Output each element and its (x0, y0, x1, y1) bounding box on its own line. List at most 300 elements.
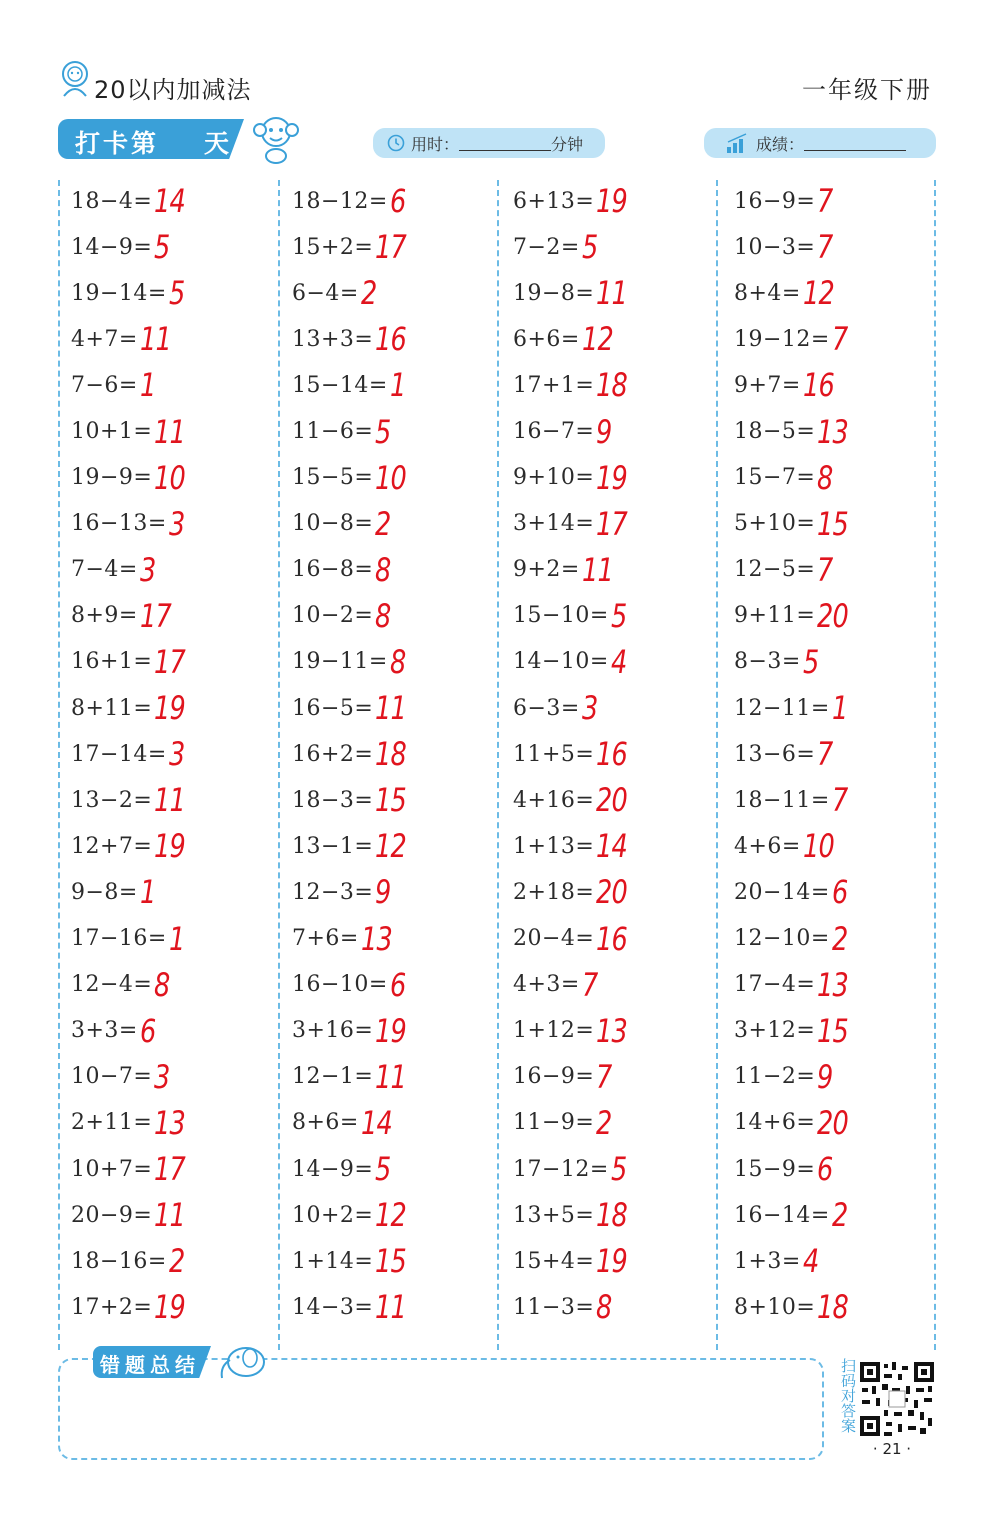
problem-expression: 10+1= (71, 419, 153, 445)
problem-expression: 6+6= (513, 326, 580, 352)
handwritten-answer[interactable]: 11 (375, 1057, 407, 1096)
problem-row (734, 224, 949, 270)
problem-expression: 12−1= (292, 1064, 374, 1090)
problem-expression: 10−8= (292, 511, 374, 537)
handwritten-answer[interactable]: 11 (596, 274, 628, 313)
handwritten-answer[interactable]: 13 (596, 1011, 628, 1050)
problem-expression: 16−14= (734, 1202, 830, 1228)
problem-expression: 13+3= (292, 326, 374, 352)
problem-row (71, 1146, 286, 1192)
problem-expression: 3+16= (292, 1018, 374, 1044)
problem-row (292, 823, 507, 869)
problem-expression: 10+7= (71, 1156, 153, 1182)
problem-row (513, 316, 728, 362)
elephant-icon (214, 1340, 270, 1382)
problem-row (513, 593, 728, 639)
handwritten-answer[interactable]: 9 (596, 412, 612, 451)
problem-row (71, 1008, 286, 1054)
problem-row (734, 593, 949, 639)
problem-expression: 18−12= (292, 188, 388, 214)
handwritten-answer[interactable]: 1 (168, 919, 185, 958)
time-unit: 分钟 (551, 134, 584, 154)
score-blank[interactable] (804, 136, 906, 151)
problem-expression: 16−13= (71, 511, 167, 537)
handwritten-answer[interactable]: 15 (375, 1242, 407, 1281)
problem-row (734, 1146, 949, 1192)
problem-row (513, 1008, 728, 1054)
handwritten-answer[interactable]: 10 (375, 458, 407, 497)
problem-row (513, 639, 728, 685)
problem-expression: 8+11= (71, 695, 153, 721)
problem-row (513, 224, 728, 270)
problem-column-2 (292, 178, 507, 1330)
problem-expression: 15−14= (292, 372, 388, 398)
problem-row (292, 1054, 507, 1100)
handwritten-answer[interactable]: 2 (596, 1103, 612, 1142)
handwritten-answer[interactable]: 4 (610, 642, 627, 681)
problem-expression: 7−2= (513, 234, 580, 260)
handwritten-answer[interactable]: 15 (817, 504, 849, 543)
mistake-summary-label: 错题总结 (100, 1353, 200, 1377)
handwritten-answer[interactable]: 5 (375, 412, 391, 451)
problem-row (734, 1008, 949, 1054)
problem-expression: 9+11= (734, 603, 816, 629)
problem-row (292, 593, 507, 639)
problem-expression: 18−3= (292, 787, 374, 813)
problem-expression: 9−8= (71, 879, 138, 905)
handwritten-answer[interactable]: 11 (375, 689, 407, 728)
handwritten-answer[interactable]: 1 (831, 689, 848, 728)
problem-expression: 11−2= (734, 1064, 816, 1090)
problem-expression: 15−10= (513, 603, 609, 629)
handwritten-answer[interactable]: 19 (596, 182, 628, 221)
page-number: · 21 · (872, 1440, 912, 1458)
problem-row (292, 639, 507, 685)
handwritten-answer[interactable]: 8 (375, 596, 391, 635)
problem-expression: 14−10= (513, 649, 609, 675)
problem-expression: 12−5= (734, 557, 816, 583)
problem-row (734, 455, 949, 501)
problem-row (513, 362, 728, 408)
problem-expression: 16−5= (292, 695, 374, 721)
handwritten-answer[interactable]: 17 (154, 1150, 186, 1189)
problem-expression: 8+9= (71, 603, 138, 629)
problem-expression: 9+7= (734, 372, 801, 398)
problem-expression: 9+10= (513, 465, 595, 491)
problem-expression: 19−8= (513, 280, 595, 306)
handwritten-answer[interactable]: 7 (817, 735, 833, 774)
problem-expression: 12+7= (71, 833, 153, 859)
problem-expression: 1+14= (292, 1248, 374, 1274)
problem-expression: 4+3= (513, 972, 580, 998)
problem-expression: 7−6= (71, 372, 138, 398)
problem-expression: 18−4= (71, 188, 153, 214)
handwritten-answer[interactable]: 6 (139, 1011, 156, 1050)
time-field (373, 128, 605, 158)
handwritten-answer[interactable]: 5 (581, 228, 598, 267)
handwritten-answer[interactable]: 7 (581, 965, 598, 1004)
handwritten-answer[interactable]: 2 (831, 919, 848, 958)
problem-column-1 (71, 178, 286, 1330)
page-title: 20以内加减法 (94, 76, 252, 104)
handwritten-answer[interactable]: 3 (168, 735, 185, 774)
handwritten-answer[interactable]: 6 (817, 1150, 833, 1189)
handwritten-answer[interactable]: 13 (817, 412, 849, 451)
problem-row (292, 408, 507, 454)
problem-expression: 13+5= (513, 1202, 595, 1228)
handwritten-answer[interactable]: 8 (596, 1288, 612, 1327)
problem-row (513, 1100, 728, 1146)
problem-row (734, 777, 949, 823)
handwritten-answer[interactable]: 7 (831, 320, 848, 359)
problem-expression: 12−10= (734, 926, 830, 952)
problem-row (71, 823, 286, 869)
problem-expression: 11−6= (292, 419, 374, 445)
handwritten-answer[interactable]: 19 (154, 1288, 186, 1327)
problem-expression: 8−3= (734, 649, 801, 675)
handwritten-answer[interactable]: 20 (817, 1103, 849, 1142)
problem-expression: 13−6= (734, 741, 816, 767)
problem-expression: 3+12= (734, 1018, 816, 1044)
problem-expression: 10−7= (71, 1064, 153, 1090)
handwritten-answer[interactable]: 2 (360, 274, 377, 313)
handwritten-answer[interactable]: 17 (139, 596, 171, 635)
handwritten-answer[interactable]: 18 (375, 735, 407, 774)
handwritten-answer[interactable]: 20 (596, 781, 628, 820)
problem-expression: 17+2= (71, 1294, 153, 1320)
handwritten-answer[interactable]: 14 (596, 827, 628, 866)
handwritten-answer[interactable]: 11 (154, 781, 186, 820)
handwritten-answer[interactable]: 13 (154, 1103, 186, 1142)
handwritten-answer[interactable]: 11 (375, 1288, 407, 1327)
problem-expression: 18−11= (734, 787, 830, 813)
handwritten-answer[interactable]: 19 (154, 827, 186, 866)
problem-expression: 20−9= (71, 1202, 153, 1228)
problem-expression: 4+16= (513, 787, 595, 813)
handwritten-answer[interactable]: 3 (154, 1057, 170, 1096)
handwritten-answer[interactable]: 16 (802, 366, 834, 405)
problem-row (71, 1238, 286, 1284)
monkey-icon (248, 112, 304, 164)
handwritten-answer[interactable]: 15 (817, 1011, 849, 1050)
problem-row (513, 731, 728, 777)
problem-row (292, 777, 507, 823)
problem-expression: 19−9= (71, 465, 153, 491)
problem-row (292, 685, 507, 731)
handwritten-answer[interactable]: 16 (596, 919, 628, 958)
qr-code-icon[interactable] (858, 1360, 936, 1438)
handwritten-answer[interactable]: 3 (168, 504, 185, 543)
problem-row (71, 455, 286, 501)
problem-row (734, 501, 949, 547)
handwritten-answer[interactable]: 9 (817, 1057, 833, 1096)
problem-expression: 14−3= (292, 1294, 374, 1320)
problem-expression: 4+7= (71, 326, 138, 352)
handwritten-answer[interactable]: 6 (389, 965, 406, 1004)
handwritten-answer[interactable]: 17 (154, 642, 186, 681)
problem-expression: 10+2= (292, 1202, 374, 1228)
problem-expression: 20−14= (734, 879, 830, 905)
handwritten-answer[interactable]: 11 (581, 550, 613, 589)
problem-row (513, 270, 728, 316)
problem-column-4 (734, 178, 949, 1330)
problem-row (734, 270, 949, 316)
handwritten-answer[interactable]: 6 (831, 873, 848, 912)
problem-row (734, 962, 949, 1008)
problem-row (71, 731, 286, 777)
problem-row (71, 316, 286, 362)
lion-icon (58, 60, 92, 98)
problem-expression: 5+10= (734, 511, 816, 537)
problem-row (71, 1284, 286, 1330)
scan-answer-label: 扫码对答案 (839, 1358, 857, 1433)
time-blank[interactable] (459, 136, 551, 151)
problem-row (292, 916, 507, 962)
problem-expression: 17−12= (513, 1156, 609, 1182)
problem-expression: 16−9= (734, 188, 816, 214)
problem-expression: 16−8= (292, 557, 374, 583)
handwritten-answer[interactable]: 2 (831, 1196, 848, 1235)
handwritten-answer[interactable]: 7 (817, 182, 833, 221)
problem-expression: 3+14= (513, 511, 595, 537)
problem-expression: 8+6= (292, 1110, 359, 1136)
problem-expression: 19−11= (292, 649, 388, 675)
handwritten-answer[interactable]: 12 (802, 274, 834, 313)
handwritten-answer[interactable]: 13 (817, 965, 849, 1004)
problem-expression: 11−9= (513, 1110, 595, 1136)
problem-row (292, 455, 507, 501)
problem-row (734, 916, 949, 962)
handwritten-answer[interactable]: 5 (610, 1150, 627, 1189)
problem-row (513, 1238, 728, 1284)
handwritten-answer[interactable]: 8 (389, 642, 406, 681)
problem-row (71, 962, 286, 1008)
problem-row (734, 547, 949, 593)
problem-row (734, 362, 949, 408)
problem-expression: 16−9= (513, 1064, 595, 1090)
handwritten-answer[interactable]: 11 (154, 1196, 186, 1235)
problem-row (71, 1100, 286, 1146)
problem-row (292, 270, 507, 316)
problem-expression: 18−5= (734, 419, 816, 445)
problem-row (734, 731, 949, 777)
score-label: 成绩： (756, 134, 805, 154)
handwritten-answer[interactable]: 5 (610, 596, 627, 635)
problem-expression: 11+5= (513, 741, 595, 767)
handwritten-answer[interactable]: 3 (139, 550, 156, 589)
handwritten-answer[interactable]: 3 (581, 689, 598, 728)
problem-row (513, 777, 728, 823)
handwritten-answer[interactable]: 8 (154, 965, 170, 1004)
handwritten-answer[interactable]: 1 (389, 366, 406, 405)
problem-row (513, 1146, 728, 1192)
problem-row (513, 823, 728, 869)
problem-row (292, 962, 507, 1008)
problem-row (71, 916, 286, 962)
problem-row (513, 408, 728, 454)
problem-row (71, 408, 286, 454)
problem-expression: 15−5= (292, 465, 374, 491)
score-field (704, 128, 936, 158)
problem-expression: 10−2= (292, 603, 374, 629)
problem-row (71, 547, 286, 593)
problem-row (71, 685, 286, 731)
handwritten-answer[interactable]: 20 (817, 596, 849, 635)
handwritten-answer[interactable]: 7 (596, 1057, 612, 1096)
problem-row (734, 1238, 949, 1284)
problem-row (513, 685, 728, 731)
handwritten-answer[interactable]: 7 (817, 550, 833, 589)
problem-expression: 8+4= (734, 280, 801, 306)
problem-expression: 17−14= (71, 741, 167, 767)
problem-row (71, 1054, 286, 1100)
problem-row (734, 1054, 949, 1100)
problem-row (513, 1054, 728, 1100)
problem-expression: 15−9= (734, 1156, 816, 1182)
problem-expression: 2+11= (71, 1110, 153, 1136)
problem-expression: 16+2= (292, 741, 374, 767)
handwritten-answer[interactable]: 15 (375, 781, 407, 820)
problem-row (71, 362, 286, 408)
handwritten-answer[interactable]: 16 (596, 735, 628, 774)
handwritten-answer[interactable]: 18 (596, 1196, 628, 1235)
problem-row (734, 1284, 949, 1330)
problem-row (513, 1192, 728, 1238)
handwritten-answer[interactable]: 20 (596, 873, 628, 912)
handwritten-answer[interactable]: 5 (375, 1150, 391, 1189)
handwritten-answer[interactable]: 6 (389, 182, 406, 221)
problem-row (292, 731, 507, 777)
handwritten-answer[interactable]: 17 (596, 504, 628, 543)
problem-expression: 6+13= (513, 188, 595, 214)
problem-expression: 15−7= (734, 465, 816, 491)
problem-expression: 8+10= (734, 1294, 816, 1320)
handwritten-answer[interactable]: 2 (375, 504, 391, 543)
problem-row (292, 224, 507, 270)
handwritten-answer[interactable]: 14 (360, 1103, 392, 1142)
handwritten-answer[interactable]: 5 (802, 642, 819, 681)
problem-expression: 16−7= (513, 419, 595, 445)
problem-expression: 16+1= (71, 649, 153, 675)
problem-expression: 12−3= (292, 879, 374, 905)
problem-expression: 20−4= (513, 926, 595, 952)
problem-expression: 17+1= (513, 372, 595, 398)
problem-row (71, 270, 286, 316)
problem-row (71, 501, 286, 547)
problem-row (71, 593, 286, 639)
handwritten-answer[interactable]: 18 (596, 366, 628, 405)
problem-row (513, 916, 728, 962)
problem-expression: 6−3= (513, 695, 580, 721)
handwritten-answer[interactable]: 13 (360, 919, 392, 958)
handwritten-answer[interactable]: 19 (154, 689, 186, 728)
problem-expression: 13−2= (71, 787, 153, 813)
handwritten-answer[interactable]: 19 (596, 458, 628, 497)
problem-expression: 16−10= (292, 972, 388, 998)
handwritten-answer[interactable]: 12 (375, 1196, 407, 1235)
problem-row (513, 501, 728, 547)
problem-row (71, 639, 286, 685)
problem-expression: 17−16= (71, 926, 167, 952)
handwritten-answer[interactable]: 14 (154, 182, 186, 221)
handwritten-answer[interactable]: 8 (375, 550, 391, 589)
checkin-day-unit: 天 (204, 129, 230, 158)
problem-expression: 14−9= (292, 1156, 374, 1182)
problem-row (734, 408, 949, 454)
problem-row (71, 777, 286, 823)
handwritten-answer[interactable]: 19 (596, 1242, 628, 1281)
handwritten-answer[interactable]: 12 (581, 320, 613, 359)
handwritten-answer[interactable]: 7 (817, 228, 833, 267)
problem-row (292, 1238, 507, 1284)
problem-row (734, 869, 949, 915)
problem-row (734, 685, 949, 731)
problem-expression: 1+12= (513, 1018, 595, 1044)
time-label: 用时： (411, 134, 460, 154)
problem-expression: 12−4= (71, 972, 153, 998)
problem-expression: 14+6= (734, 1110, 816, 1136)
problem-expression: 4+6= (734, 833, 801, 859)
problem-expression: 1+13= (513, 833, 595, 859)
handwritten-answer[interactable]: 11 (139, 320, 171, 359)
problem-expression: 17−4= (734, 972, 816, 998)
handwritten-answer[interactable]: 11 (154, 412, 186, 451)
problem-row (292, 869, 507, 915)
bar-chart-icon (726, 132, 750, 154)
handwritten-answer[interactable]: 16 (375, 320, 407, 359)
handwritten-answer[interactable]: 19 (375, 1011, 407, 1050)
problem-expression: 14−9= (71, 234, 153, 260)
problem-row (292, 1192, 507, 1238)
problem-expression: 12−11= (734, 695, 830, 721)
problem-row (71, 224, 286, 270)
problem-expression: 10−3= (734, 234, 816, 260)
handwritten-answer[interactable]: 18 (817, 1288, 849, 1327)
handwritten-answer[interactable]: 12 (375, 827, 407, 866)
problem-expression: 6−4= (292, 280, 359, 306)
problem-expression: 2+18= (513, 879, 595, 905)
problem-expression: 11−3= (513, 1294, 595, 1320)
problem-row (734, 1100, 949, 1146)
problem-row (71, 178, 286, 224)
handwritten-answer[interactable]: 5 (154, 228, 170, 267)
problem-row (513, 869, 728, 915)
handwritten-answer[interactable]: 8 (817, 458, 833, 497)
problem-expression: 15+4= (513, 1248, 595, 1274)
handwritten-answer[interactable]: 10 (802, 827, 834, 866)
problem-expression: 19−12= (734, 326, 830, 352)
problem-expression: 1+3= (734, 1248, 801, 1274)
problem-expression: 3+3= (71, 1018, 138, 1044)
handwritten-answer[interactable]: 1 (139, 873, 156, 912)
handwritten-answer[interactable]: 17 (375, 228, 407, 267)
problem-expression: 7+6= (292, 926, 359, 952)
handwritten-answer[interactable]: 2 (168, 1242, 185, 1281)
handwritten-answer[interactable]: 9 (375, 873, 391, 912)
handwritten-answer[interactable]: 5 (168, 274, 185, 313)
handwritten-answer[interactable]: 1 (139, 366, 156, 405)
clock-icon (387, 134, 405, 152)
handwritten-answer[interactable]: 4 (802, 1242, 819, 1281)
problem-expression: 9+2= (513, 557, 580, 583)
handwritten-answer[interactable]: 10 (154, 458, 186, 497)
handwritten-answer[interactable]: 7 (831, 781, 848, 820)
problem-row (513, 962, 728, 1008)
problem-row (292, 178, 507, 224)
problem-row (292, 316, 507, 362)
problem-row (292, 1284, 507, 1330)
problem-row (734, 316, 949, 362)
